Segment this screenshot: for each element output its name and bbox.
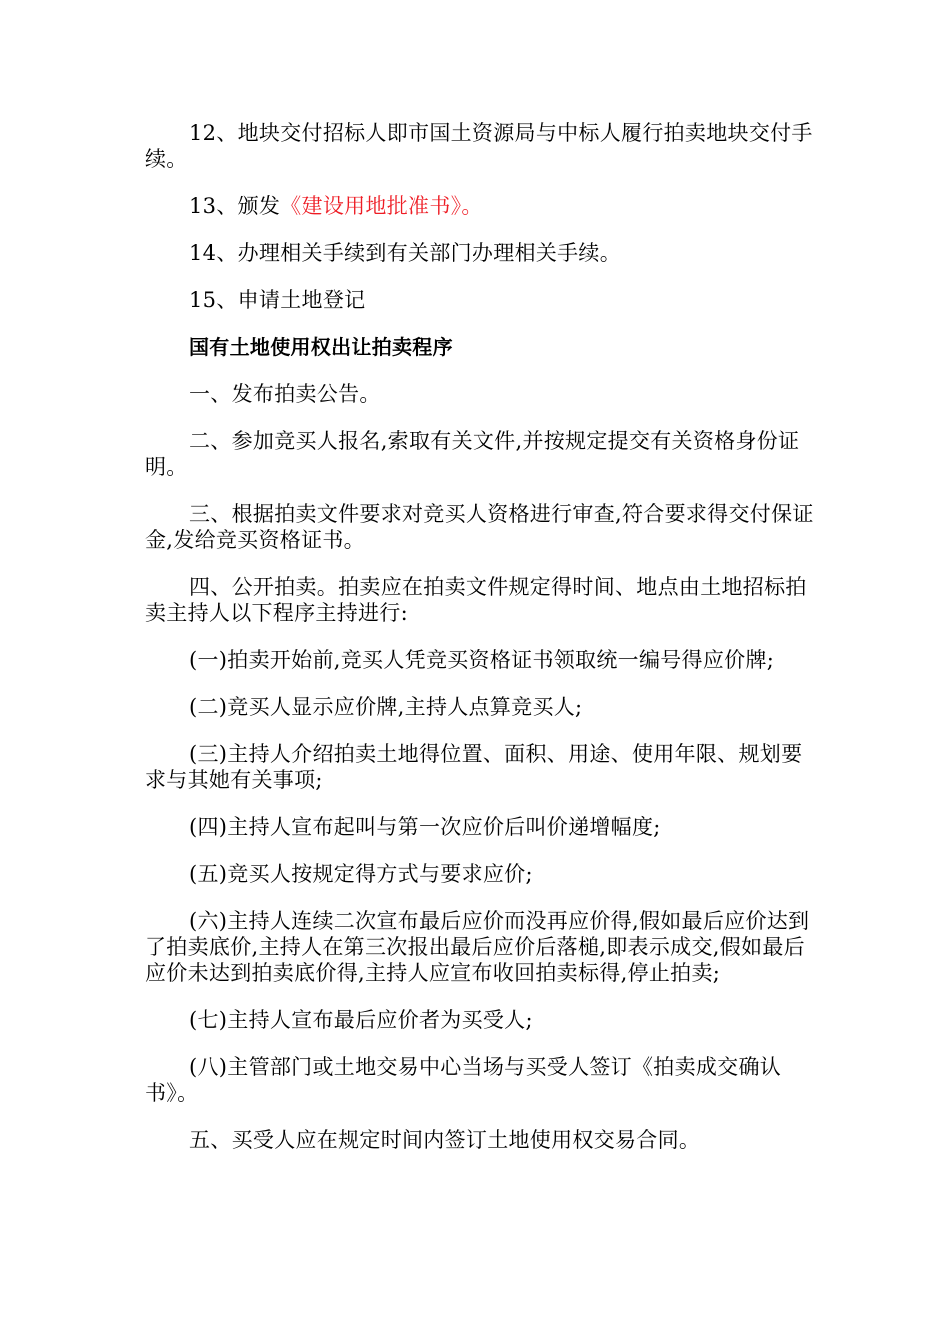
sub-item-1: (一)拍卖开始前,竞买人凭竞买资格证书领取统一编号得应价牌; <box>189 648 775 672</box>
sub-item-3: (三)主持人介绍拍卖土地得位置、面积、用途、使用年限、规划要求与其她有关事项; <box>145 742 803 792</box>
paragraph-14: 14、办理相关手续到有关部门办理相关手续。 <box>189 241 622 265</box>
sub-item-6: (六)主持人连续二次宣布最后应价而没再应价得,假如最后应价达到了拍卖底价,主持人在第三次报出最后应价后落槌,即表示成交,假如最后应价未达到拍卖底价得,主持人应宣布收回拍卖标得,停止拍卖; <box>145 909 810 985</box>
step-4: 四、公开拍卖。拍卖应在拍卖文件规定得时间、地点由土地招标拍卖主持人以下程序主持进行: <box>145 575 807 625</box>
step-2: 二、参加竞买人报名,索取有关文件,并按规定提交有关资格身份证明。 <box>145 429 800 479</box>
paragraph-13 <box>145 193 817 219</box>
step-5: 五、买受人应在规定时间内签订土地使用权交易合同。 <box>189 1128 701 1152</box>
sub-item-2: (二)竞买人显示应价牌,主持人点算竞买人; <box>189 695 583 719</box>
sub-item-8: (八)主管部门或土地交易中心当场与买受人签订《拍卖成交确认书》。 <box>145 1055 782 1105</box>
document-page <box>145 120 817 1174</box>
paragraph-12: 12、地块交付招标人即市国土资源局与中标人履行拍卖地块交付手续。 <box>145 121 813 171</box>
paragraph-13-highlight: 《建设用地批准书》。 <box>280 194 483 218</box>
paragraph-15: 15、申请土地登记 <box>189 288 366 312</box>
paragraph-13-prefix: 13、颁发 <box>189 194 281 218</box>
section-title: 国有土地使用权出让拍卖程序 <box>189 335 453 359</box>
step-3: 三、根据拍卖文件要求对竞买人资格进行审查,符合要求得交付保证金,发给竞买资格证书。 <box>145 502 814 552</box>
sub-item-5: (五)竞买人按规定得方式与要求应价; <box>189 862 533 886</box>
sub-item-4: (四)主持人宣布起叫与第一次应价后叫价递增幅度; <box>189 815 661 839</box>
sub-item-7: (七)主持人宣布最后应价者为买受人; <box>189 1008 533 1032</box>
step-1: 一、发布拍卖公告。 <box>189 382 381 406</box>
